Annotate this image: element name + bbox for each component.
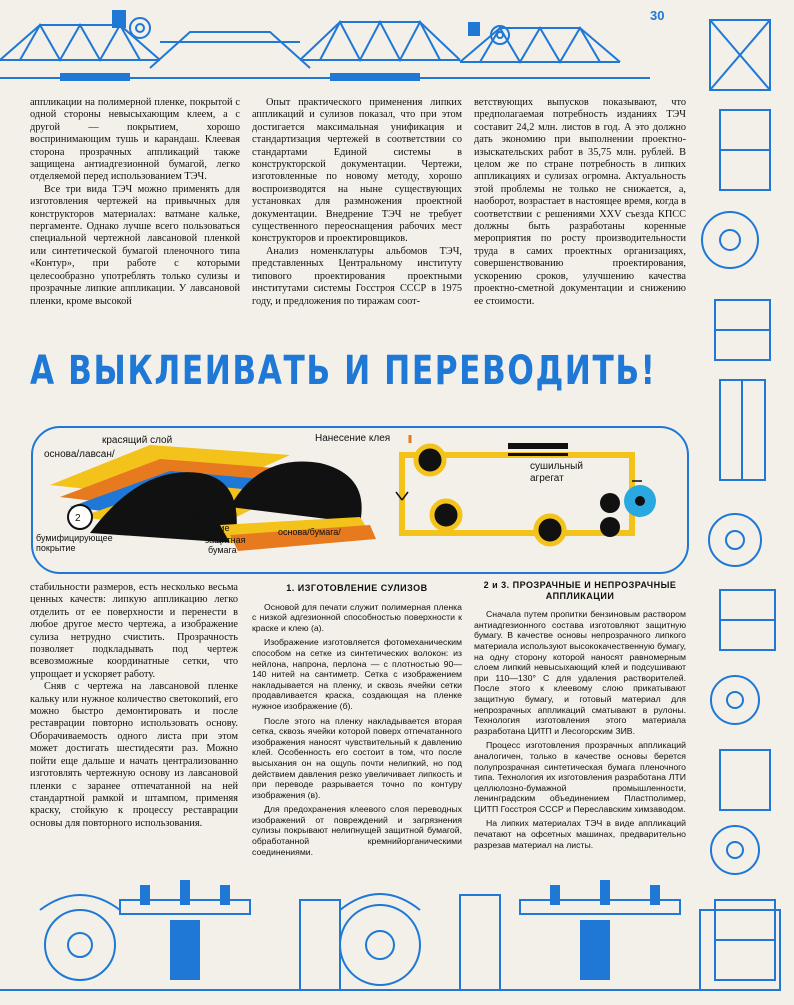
label-drying-unit-1: сушильный xyxy=(530,461,583,472)
top-column-3 xyxy=(474,97,686,308)
bottom-column-2 xyxy=(252,583,462,861)
top-truss-illustration xyxy=(0,0,794,95)
page-number: 30 xyxy=(650,8,665,23)
label-protective-paper-1: защитная xyxy=(205,535,246,545)
diagram-num-2: 2 xyxy=(75,513,81,524)
label-drying-unit-2: агрегат xyxy=(530,473,564,484)
label-protective-paper-2: бумага xyxy=(208,545,237,555)
bottom-column-3 xyxy=(474,580,686,854)
label-coating: покрытие xyxy=(190,523,230,533)
paragraph: аппликации на полимерной пленке, покрытой с одной стороны невысыхающим клеем, а с другой — покрытием, хорошо воспринимающим тушь и карандаш. Клеевая сторона прозрачных аппликаций также защищена антиадгезионной бумагой, легко отделяемой перед использованием ТЭЧ. xyxy=(30,97,240,183)
top-column-1 xyxy=(30,97,240,308)
bottom-column-1 xyxy=(30,582,238,830)
headline: А ВЫКЛЕИВАТЬ И ПЕРЕВОДИТЬ! xyxy=(30,348,657,394)
right-fan-illustrations xyxy=(690,0,794,1005)
paragraph: Изображение изготовляется фотомеханическим способом на сетке из синтетических волокон: из нейлона, напрона, перлона — с плотностью 90—140 нитей на сантиметр. Сетка с изображением накладывается на пленку, и сквозь ячейки сетки продавливается краска, создающая на пленке нужное изображение (б). xyxy=(252,637,462,711)
paragraph: Основой для печати служит полимерная пленка с низкой адгезионной способностью поверхности к краске и клею (а). xyxy=(252,601,462,633)
paragraph: Анализ номенклатуры альбомов ТЭЧ, представленных Центральному институту типового проектирования проектными институтами системы Госстроя СССР в 1975 году, и предложения по тиражам соот- xyxy=(252,245,462,307)
label-dye-layer: красящий слой xyxy=(102,435,173,446)
label-bumif-2: покрытие xyxy=(36,543,76,553)
label-bumif-1: бумифицирующее xyxy=(36,533,113,543)
label-base-paper: основа/бумага/ xyxy=(278,527,341,537)
paragraph: ветствующих выпусков показывают, что предполагаемая потребность изданиях ТЭЧ составит 24,2 млн. листов в год. А это должно дать экономию при выполнении проектно-изыскательских работ в 35,75 млн. рублей. В целом же по стране потребность в липких аппликациях и сулизах огромна. Актуальность этой проблемы не только не снижается, а, наоборот, возрастает в настоящее время, когда в соответствии с решениями XXV съезда КПСС должны быть разработаны коренные мероприятия по росту производительности труда в самих проектных организациях, совершенствованию проектирования, ускорению сроков, улучшению качества проектно-сметной документации и снижению ее стоимости. xyxy=(474,97,686,307)
paragraph: После этого на пленку накладывается вторая сетка, сквозь ячейки которой поверх отпечатанного изображения наносят чувствительный к давлению клей. Особенность его состоит в том, что после высыхания он на ощупь почти нелипкий, но под действием давления резко увеличивает липкость и при переводе разрывается точно по контуру изображения (в). xyxy=(252,715,462,800)
section-heading-1: 1. ИЗГОТОВЛЕНИЕ СУЛИЗОВ xyxy=(286,583,428,593)
paragraph: стабильности размеров, есть несколько весьма ценных качеств: липкую аппликацию легко отделить от ее поверхности и перенести в любое другое место чертежа, а изображение сулиза нетрудно счистить. Прозрачность позволяет подкладывать под чертеж всевозможные координатные сетки, что упрощает и ускоряет работу. xyxy=(30,582,238,680)
paragraph: На липких материалах ТЭЧ в виде аппликаций печатают на офсетных машинах, предварительно разрезав материал на листы. xyxy=(474,818,686,850)
section-heading-2: 2 и 3. ПРОЗРАЧНЫЕ И НЕПРОЗРАЧНЫЕ АППЛИКАЦИИ xyxy=(483,580,677,601)
label-glue-application: Нанесение клея xyxy=(315,433,391,444)
paragraph: Все три вида ТЭЧ можно применять для изготовления чертежей на привычных для конструкторов материалах: ватмане кальке, пергаменте. Однако лучше всего пользоваться специальной чертежной лавсановой пленкой или синтетической бумагой пленочного типа «Контур», при работе с которыми целесообразно употреблять только сулизы и прозрачные липкие аппликации. У лавсановой пленки, кроме высокой xyxy=(30,183,240,307)
label-glue: клей xyxy=(180,511,200,521)
paragraph: Процесс изготовления прозрачных аппликаций аналогичен, только в качестве основы берется полупрозрачная синтетическая бумага пленочного типа. Технология их изготовления разработана ЛТИ целлюлозно-бумажной промышленности, ленинградским объединением Пластполимер, ЦИТП Госстроя СССР и Переславским химзаводом. xyxy=(474,740,686,814)
paragraph: Сняв с чертежа на лавсановой пленке кальку или нужное количество светокопий, его можно быстро демонтировать и после реставрации повторно использовать основу. Оборачиваемость одного листа при этом может достигать шестидесяти раз. Можно пойти еще дальше и начать централизованно изготовлять чертежную основу из лавсановой пленки с заранее отпечатанной на ней стандартной рамкой и штампом, применяя краску, стойкую к процессу реставрации основы для повторного использования. xyxy=(30,681,238,829)
process-diagram xyxy=(30,425,690,575)
label-base-lavsan: основа/лавсан/ xyxy=(44,449,115,460)
paragraph: Опыт практического применения липких аппликаций и сулизов показал, что при этом достигается максимальная унификация и стандартизация чертежей в соответствии со стандартами Единой системы в конструкторской документации. Чертежи, изготовленные по новому методу, хорошо воспроизводятся на ныне существующих установках для размножения проектной документации. Внедрение ТЭЧ не требует существенного переоснащения рабочих мест конструкторов и проектировщиков. xyxy=(252,97,462,245)
bottom-machinery-illustration xyxy=(0,870,794,1005)
paragraph: Сначала путем пропитки бензиновым раствором антиадгезионного состава изготовляют защитную бумагу. В качестве основы непрозрачного липкого материала используют высококачественную бумагу, на одну сторону которой наносят равномерным слоем липкий невысыхающий клей и подсушивают при 110—130° С для удаления растворителей. После этого к клеевому слою прикатывают защитную бумагу, и готовый материал для непрозрачных аппликаций сматывают в рулоны. Технология изготовления этого материала разработана ЦИТП и Лесогорским ЗИВ. xyxy=(474,609,686,736)
top-column-2 xyxy=(252,97,462,308)
paragraph: Для предохранения клеевого слоя переводных изображений от повреждений и загрязнения сулизы покрывают нелипнущей защитной бумагой, обработанной кремнийорганическими соединениями. xyxy=(252,804,462,857)
